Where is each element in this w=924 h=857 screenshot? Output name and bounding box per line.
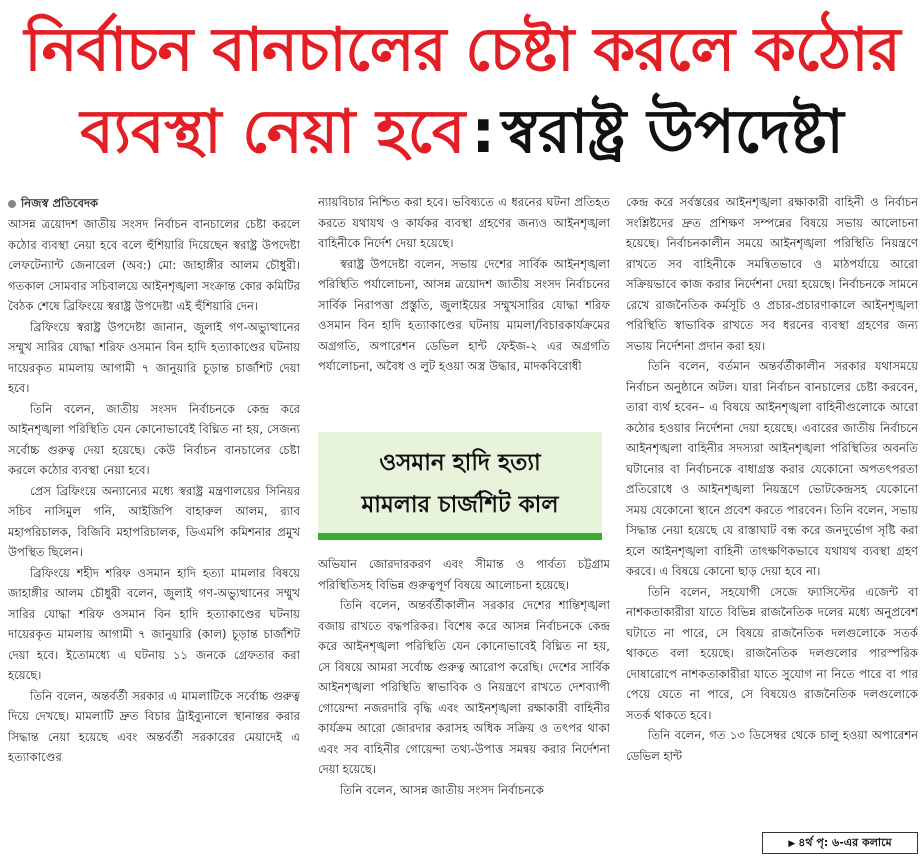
headline-line-2-black: স্বরাষ্ট্র উপদেষ্টা — [501, 97, 844, 167]
continued-text: ৪র্থ পৃ: ৬-এর কলামে — [798, 836, 892, 849]
headline-line-2-red: ব্যবস্থা নেয়া হবে — [80, 97, 466, 167]
article-column-1 — [8, 192, 300, 852]
continued-on-page-label[interactable] — [762, 832, 918, 854]
paragraph: আসন্ন ত্রয়োদশ জাতীয় সংসদ নির্বাচন বানচালের চেষ্টা করলে কঠোর ব্যবস্থা নেয়া হবে বলে হুঁশিয়ারি দিয়েছেন স্বরাষ্ট্র উপদেষ্টা লেফটেন্যান্ট জেনারেল (অব:) মো: জাহাঙ্গীর আলম চৌধুরী। গতকাল সোমবার সচিবালয়ে আইনশৃঙ্খলা সংক্রান্ত কোর কমিটির বৈঠক শেষে ব্রিফিংয়ে স্বরাষ্ট্র উপদেষ্টা এই হুঁশিয়ারি দেন। — [8, 217, 300, 313]
headline-line-1: নির্বাচন বানচালের চেষ্টা করলে কঠোর — [24, 15, 900, 85]
subhead-box — [318, 432, 602, 540]
subhead-line-1: ওসমান হাদি হত্যা — [379, 450, 541, 476]
paragraph: তিনি বলেন, অন্তর্বর্তীকালীন সরকার দেশের শান্তিশৃঙ্খলা বজায় রাখতে বদ্ধপরিকর। বিশেষ করে আসন্ন নির্বাচনকে কেন্দ্র করে আইনশৃঙ্খলা পরিস্থিতি যেন কোনোভাবেই বিঘ্নিত না হয়, সে বিষয়ে আমরা সর্বোচ্চ গুরুত্ব আরোপ করেছি। দেশের সার্বিক আইনশৃঙ্খলা পরিস্থিতি স্বাভাবিক ও নিয়ন্ত্রণে রাখতে দেশব্যাপী গোয়েন্দা নজরদারি বৃদ্ধি এবং আইনশৃঙ্খলা রক্ষাকারী বাহিনীর কার্যক্রম আরো জোরদার করাসহ অধিক সক্রিয় ও তৎপর থাকা এবং সব বাহিনীর গোয়েন্দা তথ্য-উপাত্ত সমন্বয় করার নির্দেশনা দেয়া হয়েছে। — [318, 598, 610, 776]
paragraph: স্বরাষ্ট্র উপদেষ্টা বলেন, সভায় দেশের সার্বিক আইনশৃঙ্খলা পরিস্থিতি পর্যালোচনা, আসন্ন ত্রয়োদশ জাতীয় সংসদ নির্বাচনের সার্বিক নিরাপত্তা প্রস্তুতি, জুলাইয়ের সম্মুখসারির যোদ্ধা শরিফ ওসমান বিন হাদি হত্যাকাণ্ডের ঘটনায় মামলা/বিচারকার্যক্রমের অগ্রগতি, অপারেশন ডেভিল হান্ট ফেইজ-২ এর অগ্রগতি পর্যালোচনা, অবৈধ ও লুট হওয়া অস্ত্র উদ্ধার, মাদকবিরোধী — [318, 256, 610, 373]
paragraph: তিনি বলেন, অন্তর্বর্তী সরকার এ মামলাটিকে সর্বোচ্চ গুরুত্ব দিয়ে দেখছে। মামলাটি দ্রুত বিচার ট্রাইব্যুনালে স্থানান্তর করার সিদ্ধান্ত নেয়া হয়েছে এবং অন্তর্বর্তী সরকারের মেয়াদেই এ হত্যাকাণ্ডের — [8, 688, 300, 764]
subhead-line-2: মামলার চার্জশিট কাল — [361, 492, 559, 518]
headline-colon: : — [471, 97, 496, 167]
byline-text: নিজস্ব প্রতিবেদক — [21, 196, 99, 210]
paragraph: তিনি বলেন, গত ১৩ ডিসেম্বর থেকে চালু হওয়া অপারেশন ডেভিল হান্ট — [626, 728, 918, 763]
paragraph: তিনি বলেন, আসন্ন জাতীয় সংসদ নির্বাচনকে — [340, 782, 544, 797]
article-column-3 — [626, 192, 918, 828]
article-column-2-top — [318, 192, 610, 426]
headline — [0, 0, 924, 180]
article-column-2-bottom — [318, 554, 610, 852]
paragraph: অভিযান জোরদারকরণ এবং সীমান্ত ও পার্বত্য চট্টগ্রাম পরিস্থিতিসহ বিভিন্ন গুরুত্বপূর্ণ বিষয়ে আলোচনা হয়েছে। — [318, 557, 610, 592]
paragraph: তিনি বলেন, সহযোগী সেজে ফ্যাসিস্টের এজেন্ট বা নাশকতাকারীরা যাতে বিভিন্ন রাজনৈতিক দলের মধ্যে অনুপ্রবেশ ঘটাতে না পারে, সে বিষয়ে রাজনৈতিক দলগুলোকে সতর্ক থাকতে বলা হয়েছে। রাজনৈতিক দলগুলোর পারস্পরিক দোষারোপে নাশকতাকারীরা যাতে সুযোগ না নিতে পারে বা পার পেয়ে যেতে না পারে, সে বিষয়েও রাজনৈতিক দলগুলোকে সতর্ক থাকতে হবে। — [626, 584, 918, 722]
paragraph: তিনি বলেন, বর্তমান অন্তর্বর্তীকালীন সরকার যথাসময়ে নির্বাচন অনুষ্ঠানে অটল। যারা নির্বাচন বানচালের চেষ্টা করবেন, তারা ব্যর্থ হবেন– এ বিষয়ে আইনশৃঙ্খলা বাহিনীগুলোকে আরো কঠোর হওয়ার নির্দেশনা দেয়া হয়েছে। এবারের জাতীয় নির্বাচনে আইনশৃঙ্খলা বাহিনীর সদস্যরা আইনশৃঙ্খলা পরিস্থিতির অবনতি ঘটানোর বা নির্বাচনকে বাধাগ্রস্ত করার যেকোনো অপতৎপরতা প্রতিরোধে ও আইনশৃঙ্খলা নিয়ন্ত্রণে ভোটকেন্দ্রসহ যেকোনো সময় যেকোনো স্থানে প্রবেশ করতে পারবেন। তিনি বলেন, সভায় সিদ্ধান্ত নেয়া হয়েছে যে রাস্তাঘাট বন্ধ করে জনদুর্ভোগ সৃষ্টি করা হলে আইনশৃঙ্খলা বাহিনী তাৎক্ষণিকভাবে যথাযথ ব্যবস্থা গ্রহণ করবে। এ বিষয়ে কোনো ছাড় দেয়া হবে না। — [626, 359, 918, 578]
byline — [8, 192, 300, 214]
paragraph: প্রেস ব্রিফিংয়ে অন্যান্যের মধ্যে স্বরাষ্ট্র মন্ত্রণালয়ের সিনিয়র সচিব নাসিমুল গনি, আইজিপি বাহারুল আলম, র‍্যাব মহাপরিচালক, বিজিবি মহাপরিচালক, ডিএমপি কমিশনার প্রমুখ উপস্থিত ছিলেন। — [8, 483, 300, 559]
paragraph: ব্রিফিংয়ে স্বরাষ্ট্র উপদেষ্টা জানান, জুলাই গণ-অভ্যুত্থানের সম্মুখ সারির যোদ্ধা শরিফ ওসমান বিন হাদি হত্যাকাণ্ডের ঘটনায় দায়েরকৃত মামলায় আগামী ৭ জানুয়ারি চূড়ান্ত চার্জশিট দেয়া হবে। — [8, 319, 300, 395]
paragraph: ব্রিফিংয়ে শহীদ শরিফ ওসমান হাদি হত্যা মামলার বিষয়ে জাহাঙ্গীর আলম চৌধুরী বলেন, জুলাই গণ-অভ্যুত্থানের সম্মুখ সারির যোদ্ধা শরিফ ওসমান বিন হাদি হত্যাকাণ্ডের ঘটনায় দায়েরকৃত মামলায় আগামী ৭ জানুয়ারি (কাল) চূড়ান্ত চার্জশিট দেয়া হবে। ইতোমধ্যে এ ঘটনায় ১১ জনকে গ্রেফতার করা হয়েছে। — [8, 565, 300, 682]
paragraph: ন্যায়বিচার নিশ্চিত করা হবে। ভবিষ্যতে এ ধরনের ঘটনা প্রতিহত করতে যথাযথ ও কার্যকর ব্যবস্থা গ্রহণের জন্যও আইনশৃঙ্খলা বাহিনীকে নির্দেশ দেয়া হয়েছে। — [318, 195, 610, 250]
play-arrow-icon: ▶ — [788, 839, 796, 849]
paragraph: কেন্দ্র করে সর্বস্তরের আইনশৃঙ্খলা রক্ষাকারী বাহিনী ও নির্বাচন সংশ্লিষ্টদের দ্রুত প্রশিক্ষণ সম্পন্নের বিষয়ে সভায় আলোচনা হয়েছে। নির্বাচনকালীন সময়ে আইনশৃঙ্খলা পরিস্থিতি নিয়ন্ত্রণে রাখতে সব বাহিনীকে সমন্বিতভাবে ও মাঠপর্যায়ে আরো সক্রিয়ভাবে কাজ করার নির্দেশনা দেয়া হয়েছে। নির্বাচনকে সামনে রেখে রাজনৈতিক কর্মসূচি ও প্রচার-প্রচারণাকালে আইনশৃঙ্খলা পরিস্থিতি স্বাভাবিক রাখতে সব ধরনের ব্যবস্থা গ্রহণের জন্য সভায় নির্দেশনা প্রদান করা হয়। — [626, 195, 918, 353]
headline-line-2 — [0, 88, 924, 176]
paragraph: তিনি বলেন, জাতীয় সংসদ নির্বাচনকে কেন্দ্র করে আইনশৃঙ্খলা পরিস্থিতি যেন কোনোভাবেই বিঘ্নিত না হয়, সেজন্য সর্বোচ্চ গুরুত্ব দেয়া হয়েছে। কেউ নির্বাচন বানচালের চেষ্টা করলে কঠোর ব্যবস্থা নেয়া হবে। — [8, 401, 300, 477]
bullet-icon — [8, 200, 16, 208]
